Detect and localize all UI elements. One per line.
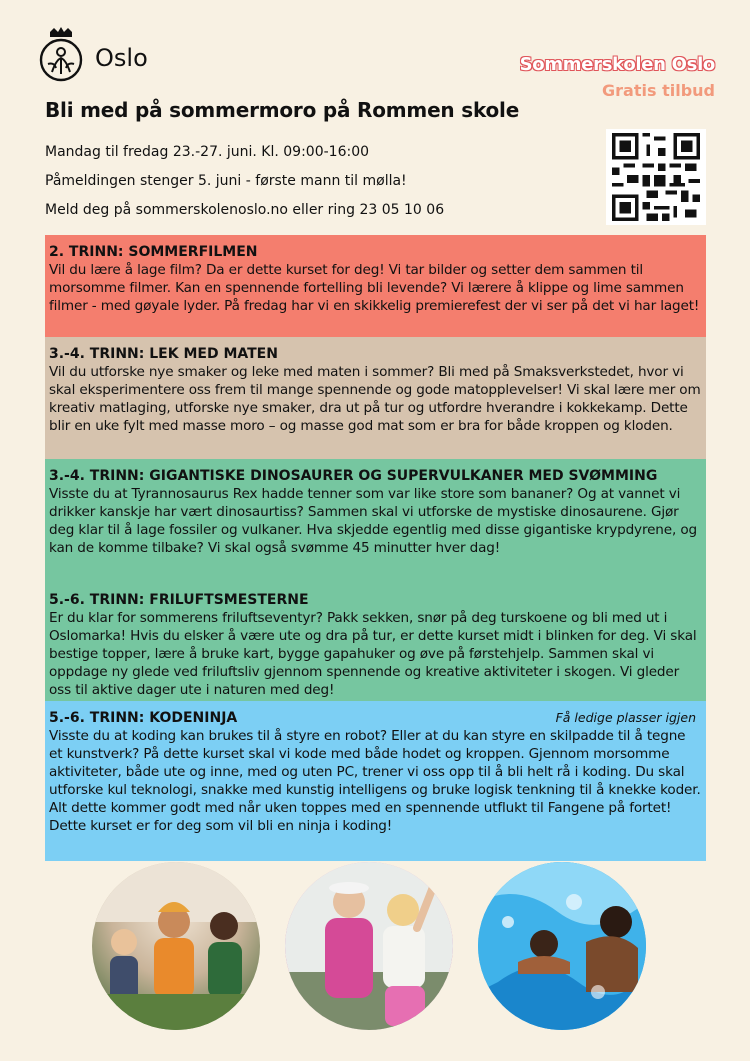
photo-swimming-kids	[478, 862, 646, 1030]
photo-cooking-kids	[92, 862, 260, 1030]
course-heading: 3.-4. TRINN: LEK MED MATEN	[49, 346, 278, 362]
course-heading: 3.-4. TRINN: GIGANTISKE DINOSAURER OG SUPERVULKANER MED SVØMMING	[49, 468, 658, 484]
city-name: Oslo	[95, 44, 148, 72]
course-heading: 5.-6. TRINN: KODENINJA	[49, 710, 238, 726]
info-signup: Meld deg på sommerskolenoslo.no eller ring 23 05 10 06	[45, 202, 445, 218]
photo-happy-kids	[285, 862, 453, 1030]
course-kodeninja	[45, 701, 706, 861]
course-heading: 5.-6. TRINN: FRILUFTSMESTERNE	[49, 592, 309, 608]
info-dates: Mandag til fredag 23.-27. juni. Kl. 09:00-16:00	[45, 144, 370, 160]
course-text: Visste du at Tyrannosaurus Rex hadde tenner som var like store som bananer? Og at vannet vi drikker kanskje har vært dinosaurtiss? Sammen skal vi utforske de mystiske dinosaurene. Gjør deg klar til å lage fossiler og vulkaner. Hva skjedde egentlig med disse gigantiske krypdyrene, og kan de komme tilbake? Vi skal også svømme 45 minutter hver dag!	[49, 486, 697, 556]
brand-name: Sommerskolen Oslo	[519, 54, 715, 75]
course-friluftsmesterne	[45, 583, 706, 701]
course-text: Er du klar for sommerens friluftseventyr? Pakk sekken, snør på deg turskoene og bli med ut i Oslomarka! Hvis du elsker å være ute og dra på tur, er dette kurset midt i blinken for deg. Vi skal bestige topper, lære å bruke kart, bygge gapahuker og øve på førstehjelp. Sammen skal vi oppdage ny glede ved friluftsliv gjennom spennende og kreative aktiviteter i skogen. Vi gleder oss til aktive dager ute i naturen med deg!	[49, 610, 697, 698]
page-title: Bli med på sommermoro på Rommen skole	[45, 98, 520, 122]
course-text: Vil du lære å lage film? Da er dette kurset for deg! Vi tar bilder og setter dem sammen til morsomme filmer. Kan en spennende fortelling bli levende? Vi lærere å klippe og lime sammen filmer - med gøyale lyder. På fredag har vi en skikkelig premierefest der vi ser på det vi har laget!	[49, 262, 700, 314]
course-text: Visste du at koding kan brukes til å styre en robot? Eller at du kan styre en skilpadde til å tegne et kunstverk? På dette kurset skal vi kode med både hodet og kroppen. Gjennom morsomme aktiviteter, både ute og inne, med og uten PC, trener vi oss opp til å bli helt rå i koding. Du skal utforske kul teknologi, snakke med kunstig intelligens og bruke logisk tenkning til å knekke koder. Alt dette kommer godt med når uken toppes med en spennende utflukt til Fangene på fortet! Dette kurset er for deg som vil bli en ninja i koding!	[49, 728, 701, 834]
course-text: Vil du utforske nye smaker og leke med maten i sommer? Bli med på Smaksverkstedet, hvor vi skal eksperimentere oss frem til mange spennende og gode matopplevelser! Vi skal lære mer om kreativ matlaging, utforske nye smaker, dra ut på tur og utfordre hverandre i kokkekamp. Dette blir en uke fylt med masse moro – og masse god mat som er bra for både kroppen og kloden.	[49, 364, 701, 434]
qr-code-icon[interactable]	[606, 129, 706, 225]
course-sommerfilmen	[45, 235, 706, 337]
info-deadline: Påmeldingen stenger 5. juni - første mann til mølla!	[45, 173, 407, 189]
oslo-coat-of-arms-icon	[38, 26, 84, 82]
course-dinosaurer	[45, 459, 706, 583]
brand-subtitle: Gratis tilbud	[602, 81, 715, 100]
course-list	[45, 235, 706, 861]
course-heading: 2. TRINN: SOMMERFILMEN	[49, 244, 258, 260]
availability-badge: Få ledige plasser igjen	[555, 710, 696, 725]
course-lek-med-maten	[45, 337, 706, 459]
brand-block	[520, 54, 715, 100]
